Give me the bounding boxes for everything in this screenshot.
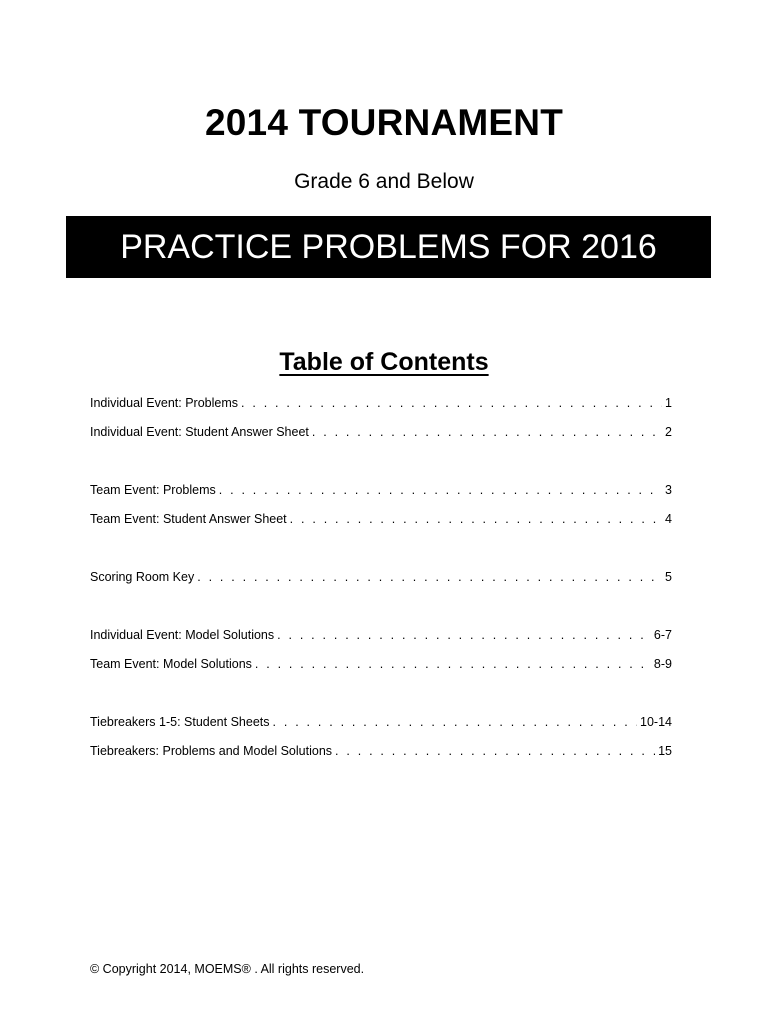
toc-entry-label: Individual Event: Problems: [90, 396, 238, 410]
toc-entry-tiebreaker-sheets: [90, 713, 672, 731]
toc-entry-page: 10-14: [640, 715, 672, 729]
toc-entry-label: Individual Event: Student Answer Sheet: [90, 425, 309, 439]
toc-heading: [0, 346, 768, 378]
toc-dot-leader: [273, 713, 638, 731]
toc-entry-label: Tiebreakers 1-5: Student Sheets: [90, 715, 270, 729]
copyright-notice: © Copyright 2014, MOEMS® . All rights reserved.: [90, 962, 365, 976]
toc-entry-page: 3: [665, 483, 672, 497]
toc-entry-individual-answer-sheet: [90, 423, 672, 441]
toc-entry-team-answer-sheet: [90, 510, 672, 528]
toc-entry-page: 2: [665, 425, 672, 439]
toc-entry-page: 6-7: [653, 628, 672, 642]
toc-dot-leader: [255, 655, 651, 673]
practice-banner: PRACTICE PROBLEMS FOR 2016: [66, 216, 711, 278]
toc-dot-leader: [241, 394, 662, 412]
toc-entry-individual-problems: [90, 394, 672, 412]
toc-dot-leader: [219, 481, 662, 499]
toc-entry-page: 8-9: [653, 657, 672, 671]
toc-dot-leader: [335, 742, 655, 760]
toc-entry-label: Scoring Room Key: [90, 570, 195, 584]
toc-entry-team-problems: [90, 481, 672, 499]
toc-entry-individual-solutions: [90, 626, 672, 644]
toc-entry-page: 1: [665, 396, 672, 410]
toc-entry-page: 4: [665, 512, 672, 526]
toc-dot-leader: [290, 510, 662, 528]
toc-entry-label: Individual Event: Model Solutions: [90, 628, 275, 642]
toc-entry-team-solutions: [90, 655, 672, 673]
toc-entry-scoring-room-key: [90, 568, 672, 586]
toc-entry-label: Team Event: Problems: [90, 483, 216, 497]
toc-entry-tiebreaker-solutions: [90, 742, 672, 760]
toc-dot-leader: [312, 423, 662, 441]
toc-entry-label: Team Event: Model Solutions: [90, 657, 252, 671]
toc-dot-leader: [277, 626, 651, 644]
toc-entry-page: 5: [665, 570, 672, 584]
document-subtitle: Grade 6 and Below: [294, 170, 474, 193]
toc-heading-text: Table of Contents: [279, 348, 489, 376]
toc-entry-page: 15: [658, 744, 672, 758]
toc-entry-label: Team Event: Student Answer Sheet: [90, 512, 287, 526]
document-title: 2014 TOURNAMENT: [204, 102, 563, 143]
toc-dot-leader: [197, 568, 662, 586]
toc-entry-label: Tiebreakers: Problems and Model Solutions: [90, 744, 333, 758]
